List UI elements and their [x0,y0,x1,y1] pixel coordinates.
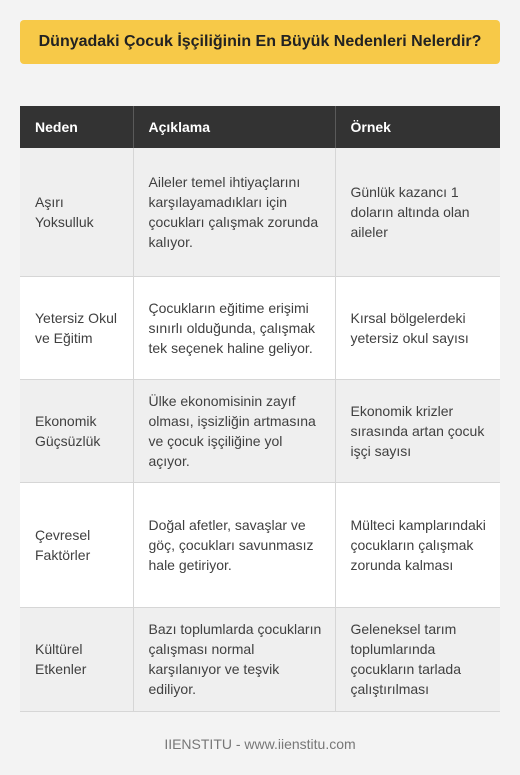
reason-cell: Aşırı Yoksulluk [20,148,133,276]
table-row [20,482,500,607]
example-cell: Günlük kazancı 1 doların altında olan aileler [335,148,500,276]
column-header-example: Örnek [335,106,500,148]
column-header-reason: Neden [20,106,133,148]
column-header-description: Açıklama [133,106,335,148]
reasons-table [20,106,500,712]
title-banner [20,20,500,64]
page-title: Dünyadaki Çocuk İşçiliğinin En Büyük Nedenleri Nelerdir? [38,33,482,50]
table-row [20,379,500,482]
reason-cell: Kültürel Etkenler [20,607,133,711]
example-cell: Ekonomik krizler sırasında artan çocuk işçi sayısı [335,379,500,482]
description-cell: Çocukların eğitime erişimi sınırlı olduğunda, çalışmak tek seçenek haline geliyor. [133,276,335,379]
table-header-row [20,106,500,148]
example-cell: Kırsal bölgelerdeki yetersiz okul sayısı [335,276,500,379]
table-row [20,276,500,379]
reason-cell: Yetersiz Okul ve Eğitim [20,276,133,379]
description-cell: Aileler temel ihtiyaçlarını karşılayamadıkları için çocukları çalışmak zorunda kalıyor. [133,148,335,276]
description-cell: Bazı toplumlarda çocukların çalışması normal karşılanıyor ve teşvik ediliyor. [133,607,335,711]
table-row [20,148,500,276]
example-cell: Mülteci kamplarındaki çocukların çalışmak zorunda kalması [335,482,500,607]
description-cell: Ülke ekonomisinin zayıf olması, işsizliğin artmasına ve çocuk işçiliğine yol açıyor. [133,379,335,482]
example-cell: Geleneksel tarım toplumlarında çocukların tarlada çalıştırılması [335,607,500,711]
reason-cell: Ekonomik Güçsüzlük [20,379,133,482]
footer-credit: IIENSTITU - www.iienstitu.com [164,736,356,752]
reason-cell: Çevresel Faktörler [20,482,133,607]
table-row [20,607,500,711]
description-cell: Doğal afetler, savaşlar ve göç, çocukları savunmasız hale getiriyor. [133,482,335,607]
